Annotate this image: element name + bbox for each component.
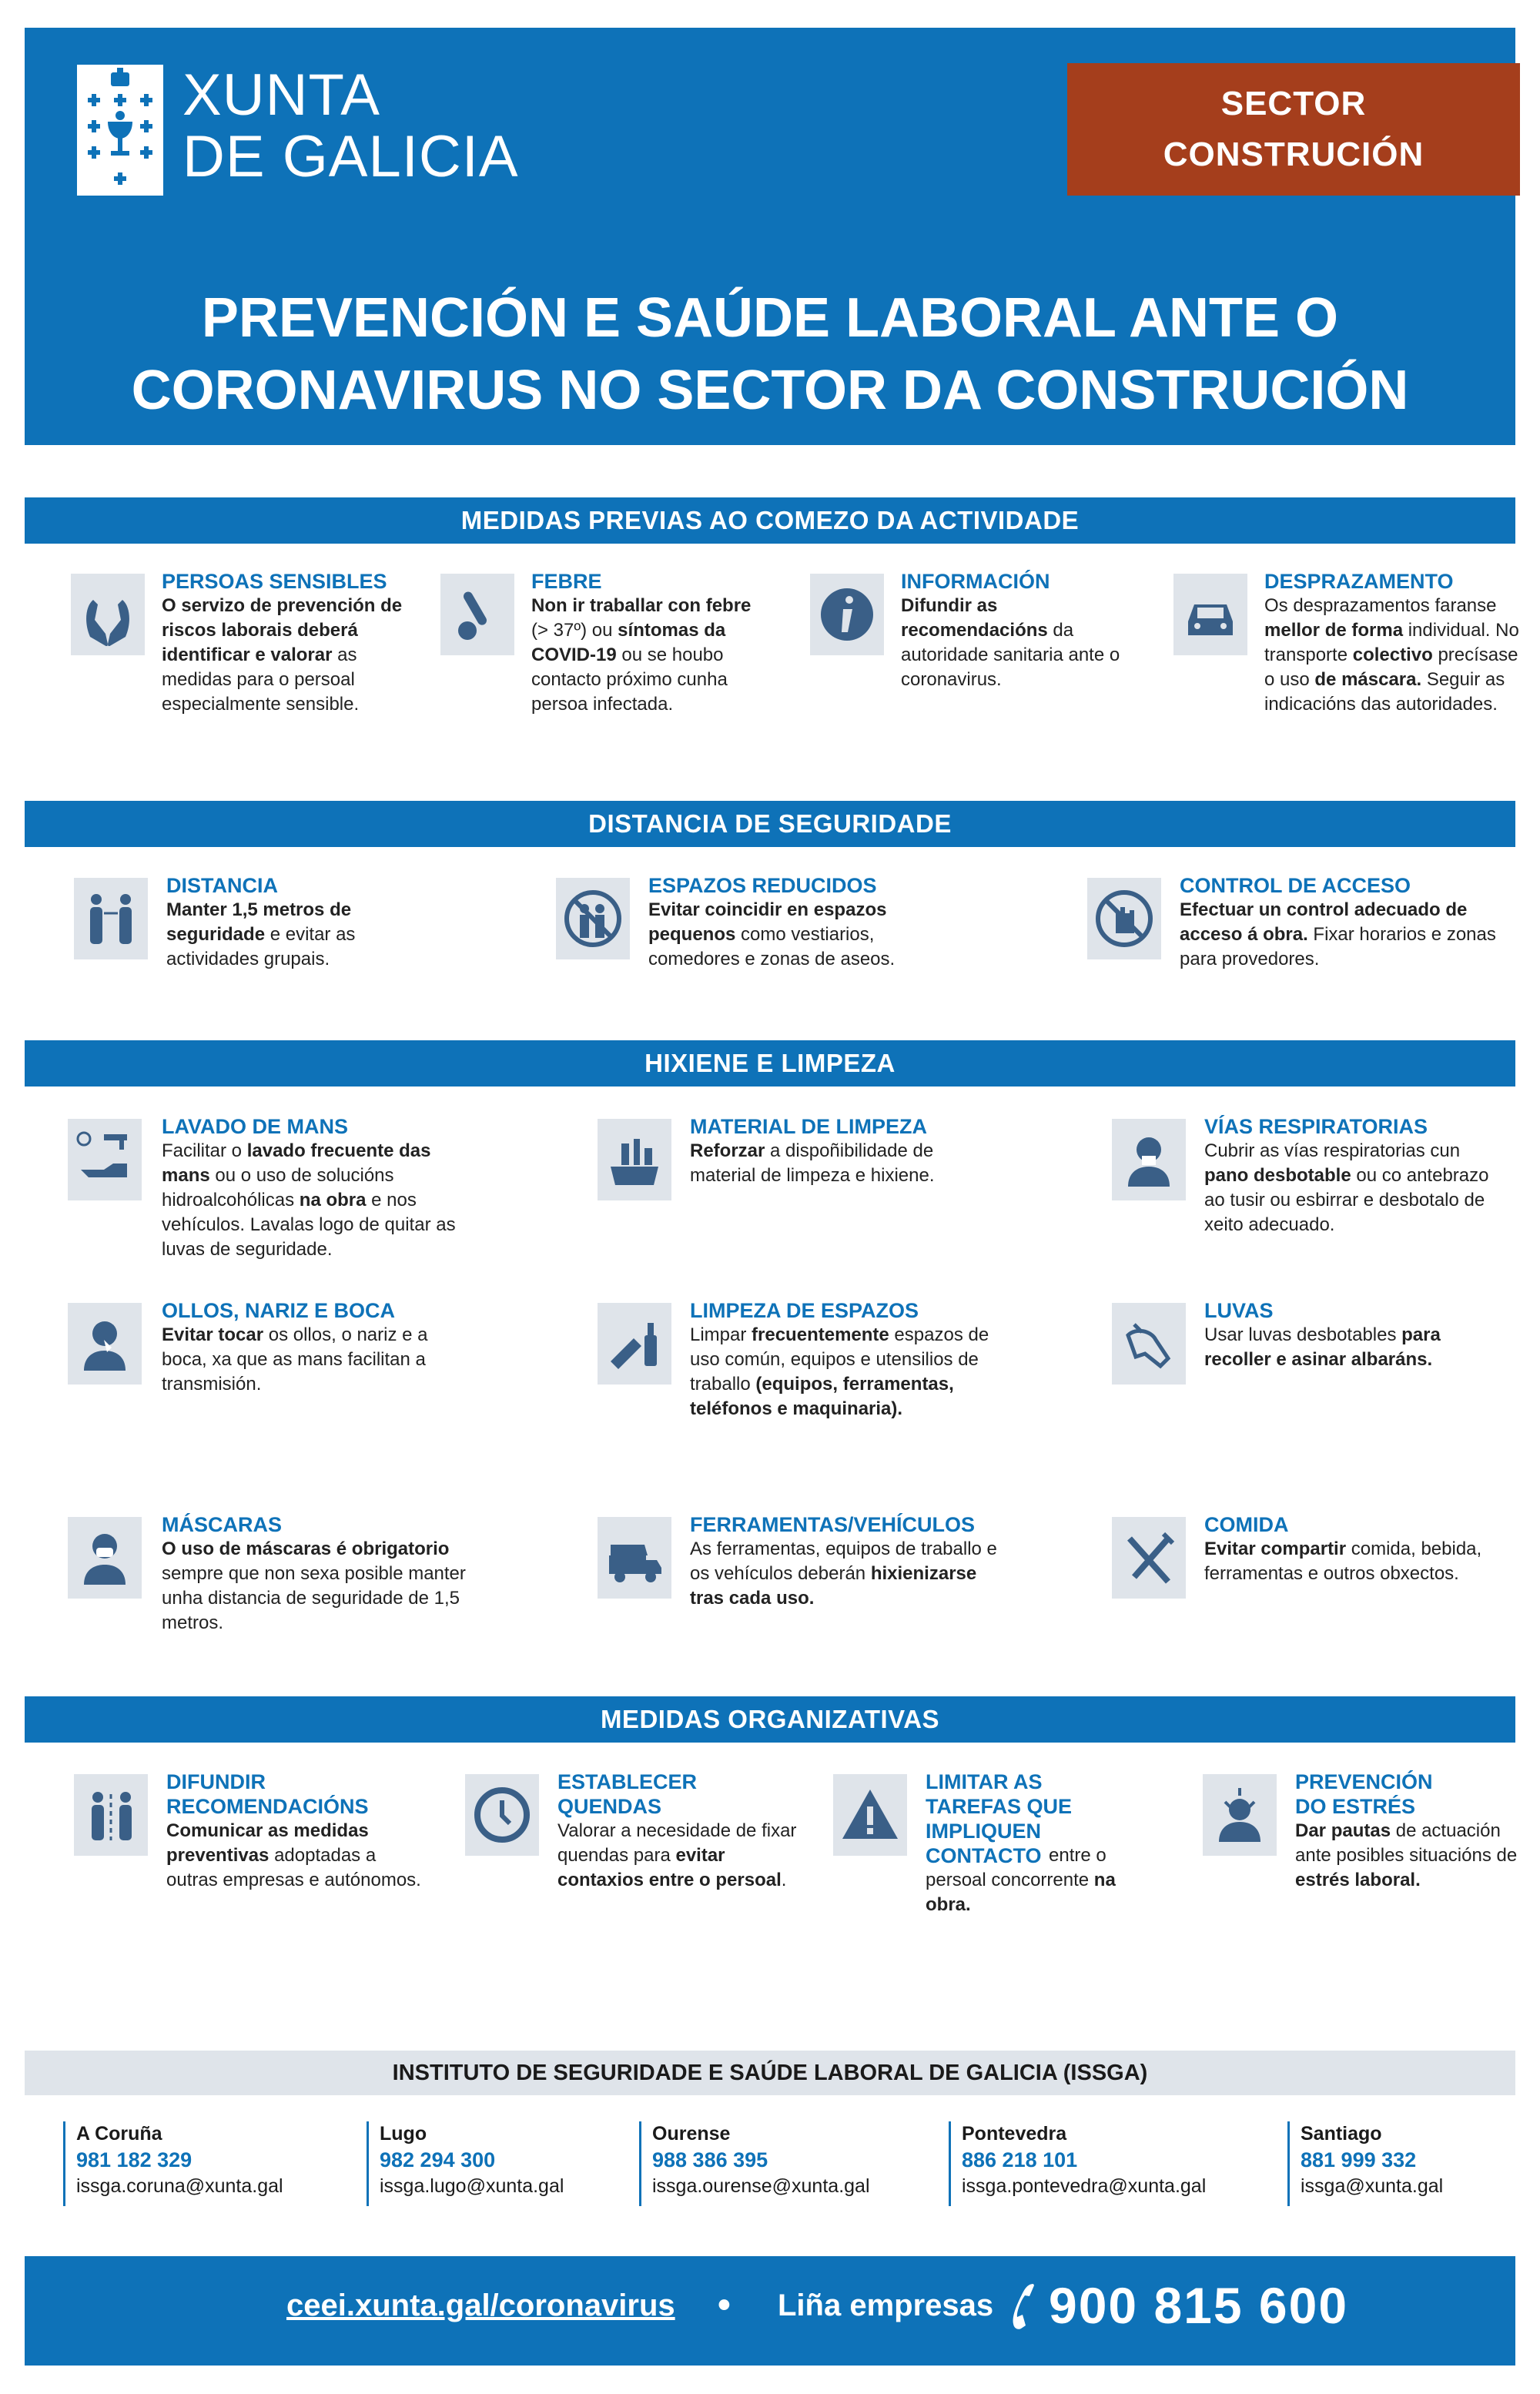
contact-city: Ourense xyxy=(652,2123,731,2145)
measure-title: PERSOAS SENSIBLES xyxy=(162,570,387,593)
contact-email[interactable]: issga.pontevedra@xunta.gal xyxy=(962,2175,1207,2197)
measure-description: Difundir as recomendacións da autoridade sanitaria ante o coronavirus. xyxy=(901,595,1120,690)
crowd-icon xyxy=(556,878,630,959)
measure-title: LIMITAR AS TAREFAS QUE IMPLIQUEN CONTACTO xyxy=(926,1770,1073,1867)
measure-description: Evitar coincidir en espazos pequenos como vestiarios, comedores e zonas de aseos. xyxy=(648,899,896,969)
measure-description: Usar luvas desbotables para recoller e asinar albaráns. xyxy=(1204,1324,1441,1370)
footer-banner xyxy=(25,2256,1515,2366)
mask-icon xyxy=(68,1517,142,1599)
measure-title: ESTABLECER QUENDAS xyxy=(557,1770,698,1818)
section-heading-previas: MEDIDAS PREVIAS AO COMEZO DA ACTIVIDADE xyxy=(25,497,1515,544)
measure-description: Facilitar o lavado frecuente das mans ou o uso de solucións hidroalcohólicas na obra e nos vehículos. Lavalas logo de quitar as luvas de seguridade. xyxy=(162,1140,456,1260)
contact-a-coruna xyxy=(63,2121,283,2206)
measure-title: DISTANCIA xyxy=(166,874,278,897)
measure-description: Limpar frecuentemente espazos de uso común, equipos e utensilios de traballo (equipos, ferramentas, teléfonos e maquinaria). xyxy=(690,1324,989,1419)
logo-line-2: DE GALICIA xyxy=(182,124,519,189)
cutlery-icon xyxy=(1112,1517,1186,1599)
measure-title: INFORMACIÓN xyxy=(901,570,1050,593)
contact-city: Pontevedra xyxy=(962,2123,1067,2145)
website-link[interactable]: ceei.xunta.gal/coronavirus xyxy=(286,2289,675,2322)
measure-title: MÁSCARAS xyxy=(162,1513,283,1536)
xunta-logo xyxy=(77,65,163,196)
section-heading-organizativas: MEDIDAS ORGANIZATIVAS xyxy=(25,1696,1515,1743)
measure-description: Os desprazamentos faranse mellor de forma individual. No transporte colectivo precísase o uso de máscara. Seguir as indicacións das autoridades. xyxy=(1264,595,1519,715)
measure-description: Evitar compartir comida, bebida, ferramentas e outros obxectos. xyxy=(1204,1539,1482,1584)
title-line-1: PREVENCIÓN E SAÚDE LABORAL ANTE O xyxy=(201,287,1339,349)
xunta-wordmark xyxy=(182,62,519,189)
measure-description: O uso de máscaras é obrigatorio sempre que non sexa posible manter unha distancia de seguridade de 1,5 metros. xyxy=(162,1539,466,1633)
contact-pontevedra xyxy=(949,2121,1206,2206)
section-heading-distancia: DISTANCIA DE SEGURIDADE xyxy=(25,801,1515,847)
measure-description: O servizo de prevención de riscos laborais deberá identificar e valorar as medidas para o persoal especialmente sensible. xyxy=(162,595,403,715)
measure-title: FEBRE xyxy=(531,570,602,593)
measure-description: Reforzar a dispoñibilidade de material de limpeza e hixiene. xyxy=(690,1140,935,1186)
cough-icon xyxy=(1112,1119,1186,1200)
sector-badge xyxy=(1067,63,1520,196)
logo-line-1: XUNTA xyxy=(182,62,380,128)
measure-description: Dar pautas de actuación ante posibles situacións de estrés laboral. xyxy=(1295,1820,1518,1890)
cleaning-basket-icon xyxy=(598,1119,671,1200)
contact-city: Lugo xyxy=(380,2123,427,2145)
measure-title: CONTROL DE ACCESO xyxy=(1180,874,1411,897)
info-icon xyxy=(810,574,884,655)
thermometer-icon xyxy=(440,574,514,655)
measure-title: DIFUNDIR RECOMENDACIÓNS xyxy=(166,1770,369,1818)
phone-icon xyxy=(1004,2279,1050,2333)
contact-santiago xyxy=(1287,2121,1443,2206)
contact-city: Santiago xyxy=(1301,2123,1382,2145)
measure-title: PREVENCIÓN DO ESTRÉS xyxy=(1295,1770,1433,1818)
measure-title: VÍAS RESPIRATORIAS xyxy=(1204,1115,1428,1138)
contact-phone[interactable]: 881 999 332 xyxy=(1301,2148,1417,2171)
footer-separator: • xyxy=(718,2285,731,2325)
contact-email[interactable]: issga@xunta.gal xyxy=(1301,2175,1444,2197)
contact-email[interactable]: issga.ourense@xunta.gal xyxy=(652,2175,870,2197)
contact-phone[interactable]: 982 294 300 xyxy=(380,2148,496,2171)
contact-email[interactable]: issga.lugo@xunta.gal xyxy=(380,2175,564,2197)
measure-description: Cubrir as vías respiratorias cun pano desbotable ou co antebrazo ao tusir ou esbirrar e desbotalo de xeito adecuado. xyxy=(1204,1140,1489,1235)
hands-icon xyxy=(71,574,145,655)
truck-icon xyxy=(598,1517,671,1599)
contact-phone[interactable]: 886 218 101 xyxy=(962,2148,1078,2171)
contact-ourense xyxy=(639,2121,870,2206)
contact-phone[interactable]: 981 182 329 xyxy=(76,2148,192,2171)
section-heading-hixiene: HIXIENE E LIMPEZA xyxy=(25,1040,1515,1087)
handwash-icon xyxy=(68,1119,142,1200)
measure-title: MATERIAL DE LIMPEZA xyxy=(690,1115,927,1138)
car-icon xyxy=(1173,574,1247,655)
business-line-label: Liña empresas xyxy=(778,2289,994,2322)
measure-title: LUVAS xyxy=(1204,1299,1274,1322)
clock-icon xyxy=(465,1774,539,1856)
stress-icon xyxy=(1203,1774,1277,1856)
stop-hand-icon xyxy=(1087,878,1161,959)
measure-description: Non ir traballar con febre (> 37º) ou síntomas da COVID-19 ou se houbo contacto próximo cunha persoa infectada. xyxy=(531,595,752,715)
people-talk-icon xyxy=(74,1774,148,1856)
contact-phone[interactable]: 988 386 395 xyxy=(652,2148,768,2171)
warning-icon xyxy=(833,1774,907,1856)
measure-description: Manter 1,5 metros de seguridade e evitar as actividades grupais. xyxy=(166,899,356,969)
measure-title: OLLOS, NARIZ E BOCA xyxy=(162,1299,395,1322)
header-banner xyxy=(25,28,1515,445)
contact-email[interactable]: issga.coruna@xunta.gal xyxy=(76,2175,283,2197)
sector-line-2: CONSTRUCIÓN xyxy=(1163,136,1424,173)
business-phone-number[interactable]: 900 815 600 xyxy=(1049,2277,1349,2334)
measure-description: entre o persoal concorrente na obra. xyxy=(926,1845,1116,1915)
measure-description: Valorar a necesidade de fixar quendas para evitar contaxios entre o persoal. xyxy=(557,1820,797,1890)
distance-icon xyxy=(74,878,148,959)
measure-description: As ferramentas, equipos de traballo e os vehículos deberán hixienizarse tras cada uso. xyxy=(690,1539,997,1609)
measure-title: COMIDA xyxy=(1204,1513,1289,1536)
spray-icon xyxy=(598,1303,671,1385)
measure-title: DESPRAZAMENTO xyxy=(1264,570,1454,593)
contact-city: A Coruña xyxy=(76,2123,162,2145)
title-line-2: CORONAVIRUS NO SECTOR DA CONSTRUCIÓN xyxy=(131,360,1409,421)
contact-lugo xyxy=(367,2121,564,2206)
xunta-crest-icon xyxy=(77,65,163,196)
face-touch-icon xyxy=(68,1303,142,1385)
measure-description: Evitar tocar os ollos, o nariz e a boca, xa que as mans facilitan a transmisión. xyxy=(162,1324,428,1395)
gloves-icon xyxy=(1112,1303,1186,1385)
measure-title: LIMPEZA DE ESPAZOS xyxy=(690,1299,919,1322)
measure-title: FERRAMENTAS/VEHÍCULOS xyxy=(690,1513,976,1536)
measure-description: Efectuar un control adecuado de acceso á obra. Fixar horarios e zonas para provedores. xyxy=(1180,899,1496,969)
measure-description: Comunicar as medidas preventivas adoptadas a outras empresas e autónomos. xyxy=(166,1820,421,1890)
measure-title: LAVADO DE MANS xyxy=(162,1115,348,1138)
issga-heading: INSTITUTO DE SEGURIDADE E SAÚDE LABORAL DE GALICIA (ISSGA) xyxy=(25,2051,1515,2095)
measure-title: ESPAZOS REDUCIDOS xyxy=(648,874,877,897)
page-title xyxy=(25,282,1515,427)
sector-line-1: SECTOR xyxy=(1220,85,1367,122)
